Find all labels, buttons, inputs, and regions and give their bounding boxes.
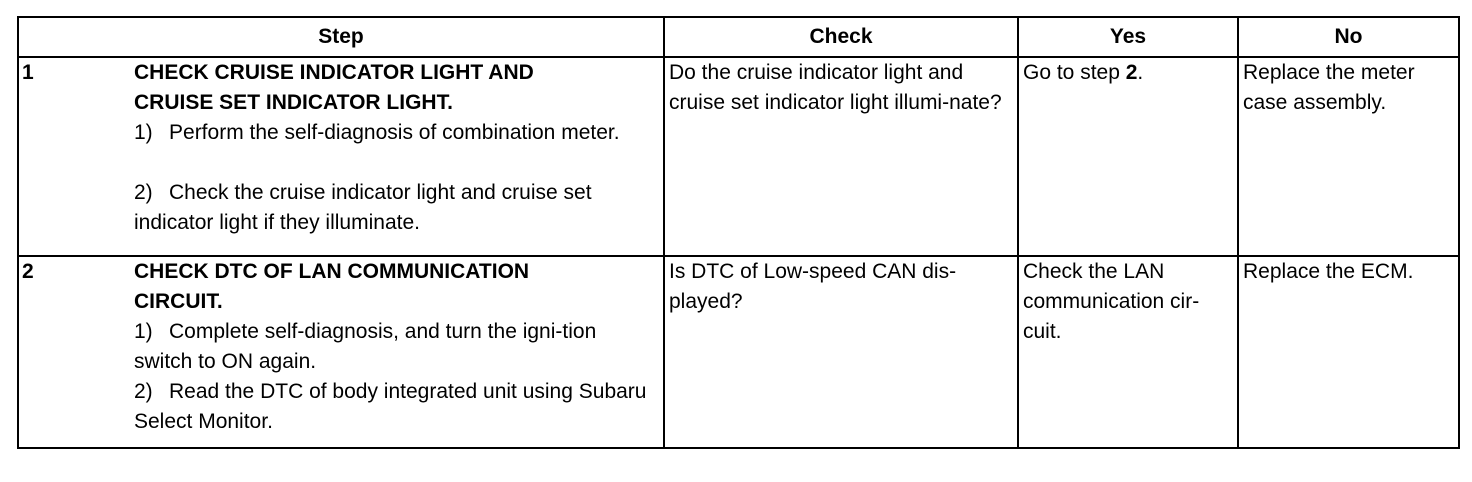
step-title-line: CRUISE SET INDICATOR LIGHT. <box>134 91 453 114</box>
step-reference: 2 <box>1125 61 1138 84</box>
header-step: Step <box>18 17 664 57</box>
table-row <box>18 57 1459 256</box>
header-no: No <box>1238 17 1459 57</box>
substep-text: 1) Complete self-diagnosis, and turn the igni-tion switch to ON again. <box>134 320 597 373</box>
table-row <box>18 256 1459 448</box>
check-cell: Do the cruise indicator light and cruise set indicator light illumi-nate? <box>664 57 1018 256</box>
header-yes: Yes <box>1018 17 1238 57</box>
no-cell: Replace the ECM. <box>1238 256 1459 448</box>
no-cell: Replace the meter case assembly. <box>1238 57 1459 256</box>
yes-cell <box>1018 57 1238 256</box>
yes-suffix: . <box>1137 61 1144 84</box>
header-row <box>18 17 1459 57</box>
step-cell <box>18 256 664 448</box>
diagnostic-table <box>17 16 1460 449</box>
step-title-line: CIRCUIT. <box>134 290 223 313</box>
yes-cell: Check the LAN communication cir-cuit. <box>1018 256 1238 448</box>
step-title-line: CHECK DTC OF LAN COMMUNICATION <box>134 260 530 283</box>
step-cell <box>18 57 664 256</box>
step-number: 1 <box>22 61 34 84</box>
header-check: Check <box>664 17 1018 57</box>
yes-text: Go to step <box>1023 61 1126 84</box>
step-title-line: CHECK CRUISE INDICATOR LIGHT AND <box>134 61 534 84</box>
check-cell: Is DTC of Low-speed CAN dis-played? <box>664 256 1018 448</box>
substep-text: 2) Read the DTC of body integrated unit using Subaru Select Monitor. <box>134 380 647 433</box>
substep-text: 1) Perform the self-diagnosis of combination meter. <box>134 121 620 144</box>
substep-text: 2) Check the cruise indicator light and cruise set indicator light if they illuminate. <box>134 181 592 234</box>
step-number: 2 <box>22 260 34 283</box>
